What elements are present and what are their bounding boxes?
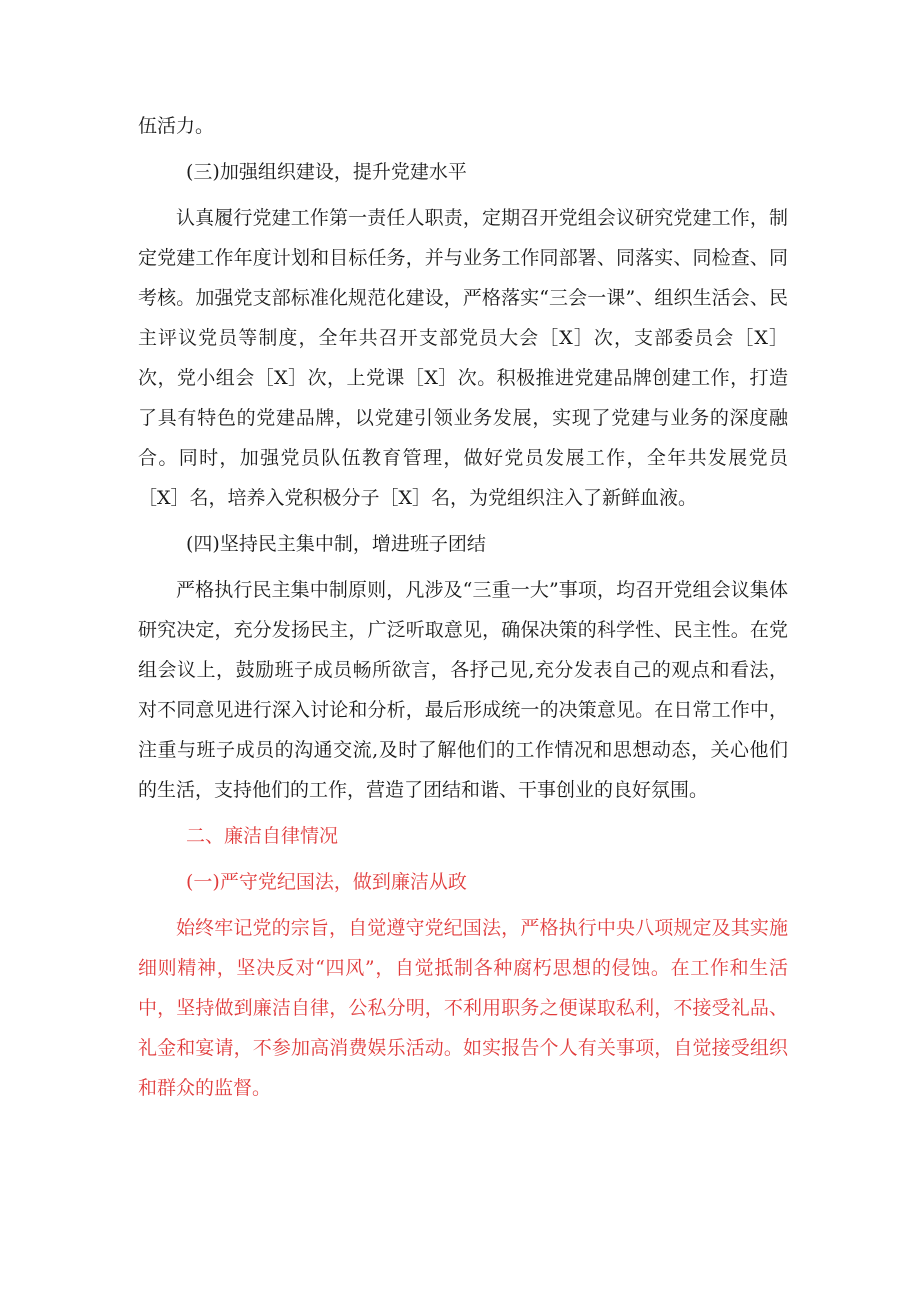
section-3-heading: (三)加强组织建设，提升党建水平	[186, 161, 467, 183]
document-body	[138, 106, 788, 1108]
part-2-sub-1-paragraph: 始终牢记党的宗旨，自觉遵守党纪国法，严格执行中央八项规定及其实施细则精神，坚决反对“四风”，自觉抵制各种腐朽思想的侵蚀。在工作和生活中，坚持做到廉洁自律，公私分明，不利用职务之便谋取私利，不接受礼品、礼金和宴请，不参加高消费娱乐活动。如实报告个人有关事项，自觉接受组织和群众的监督。	[138, 917, 788, 1099]
section-4-heading: (四)坚持民主集中制，增进班子团结	[186, 533, 486, 555]
section-4-paragraph: 严格执行民主集中制原则，凡涉及“三重一大”事项，均召开党组会议集体研究决定，充分发扬民主，广泛听取意见，确保决策的科学性、民主性。在党组会议上，鼓励班子成员畅所欲言，各抒己见,充分发表自己的观点和看法，对不同意见进行深入讨论和分析，最后形成统一的决策意见。在日常工作中，注重与班子成员的沟通交流,及时了解他们的工作情况和思想动态，关心他们的生活，支持他们的工作，营造了团结和谐、干事创业的良好氛围。	[138, 579, 788, 801]
part-2-heading: 二、廉洁自律情况	[186, 825, 339, 847]
continuation-text: 伍活力。	[138, 115, 215, 137]
section-3-paragraph: 认真履行党建工作第一责任人职责，定期召开党组会议研究党建工作，制定党建工作年度计划和目标任务，并与业务工作同部署、同落实、同检查、同考核。加强党支部标准化规范化建设，严格落实“三会一课”、组织生活会、民主评议党员等制度，全年共召开支部党员大会［X］次，支部委员会［X］次，党小组会［X］次，上党课［X］次。积极推进党建品牌创建工作，打造了具有特色的党建品牌，以党建引领业务发展，实现了党建与业务的深度融合。同时，加强党员队伍教育管理，做好党员发展工作，全年共发展党员［X］名，培养入党积极分子［X］名，为党组织注入了新鲜血液。	[138, 207, 788, 509]
part-2-sub-1-heading: (一)严守党纪国法，做到廉洁从政	[186, 871, 467, 893]
